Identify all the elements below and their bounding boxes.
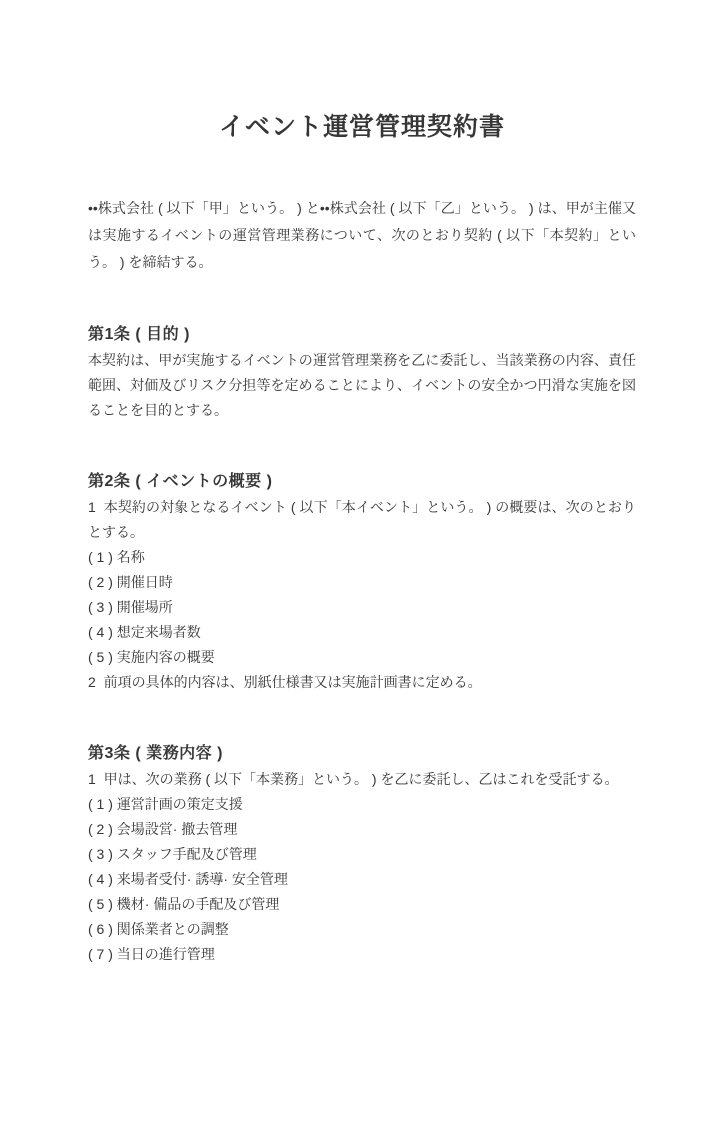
article-3-item-1: ( 1 ) 運営計画の策定支援 — [88, 796, 243, 812]
article-2-item-2: ( 2 ) 開催日時 — [88, 574, 173, 590]
contract-document-page — [0, 110, 724, 1134]
article-3-clause-1: 1 甲は、次の業務 ( 以下「本業務」という。 ) を乙に委託し、乙はこれを受託する。 — [88, 771, 619, 787]
article-2-heading: 第2条 ( イベントの概要 ) — [88, 473, 273, 490]
article-3-item-7: ( 7 ) 当日の進行管理 — [88, 946, 215, 962]
article-3-item-2: ( 2 ) 会場設営· 撤去管理 — [88, 821, 238, 837]
article-3-item-5: ( 5 ) 機材· 備品の手配及び管理 — [88, 896, 280, 912]
article-2-item-5: ( 5 ) 実施内容の概要 — [88, 649, 215, 665]
article-2-clause-2: 2 前項の具体的内容は、別紙仕様書又は実施計画書に定める。 — [88, 674, 482, 690]
article-2-item-3: ( 3 ) 開催場所 — [88, 599, 173, 615]
article-2 — [88, 469, 636, 695]
article-1 — [88, 322, 636, 423]
article-3-heading: 第3条 ( 業務内容 ) — [88, 745, 223, 762]
article-2-item-1: ( 1 ) 名称 — [88, 549, 145, 565]
article-1-body: 本契約は、甲が実施するイベントの運営管理業務を乙に委託し、当該業務の内容、責任範囲、対価及びリスク分担等を定めることにより、イベントの安全かつ円滑な実施を図ることを目的とする。 — [88, 352, 636, 418]
document-title: イベント運営管理契約書 — [218, 113, 505, 141]
article-3 — [88, 741, 636, 967]
preamble-paragraph: ••株式会社 ( 以下「甲」という。 ) と••株式会社 ( 以下「乙」という。 ) は、甲が主催又は実施するイベントの運営管理業務について、次のとおり契約 ( 以下「本契約」という。 ) を締結する。 — [88, 200, 636, 270]
article-2-item-4: ( 4 ) 想定来場者数 — [88, 624, 201, 640]
article-1-heading: 第1条 ( 目的 ) — [88, 326, 190, 343]
article-3-item-4: ( 4 ) 来場者受付· 誘導· 安全管理 — [88, 871, 288, 887]
article-2-clause-1: 1 本契約の対象となるイベント ( 以下「本イベント」という。 ) の概要は、次のとおりとする。 — [88, 499, 636, 540]
article-3-item-3: ( 3 ) スタッフ手配及び管理 — [88, 846, 257, 862]
article-3-item-6: ( 6 ) 関係業者との調整 — [88, 921, 229, 937]
